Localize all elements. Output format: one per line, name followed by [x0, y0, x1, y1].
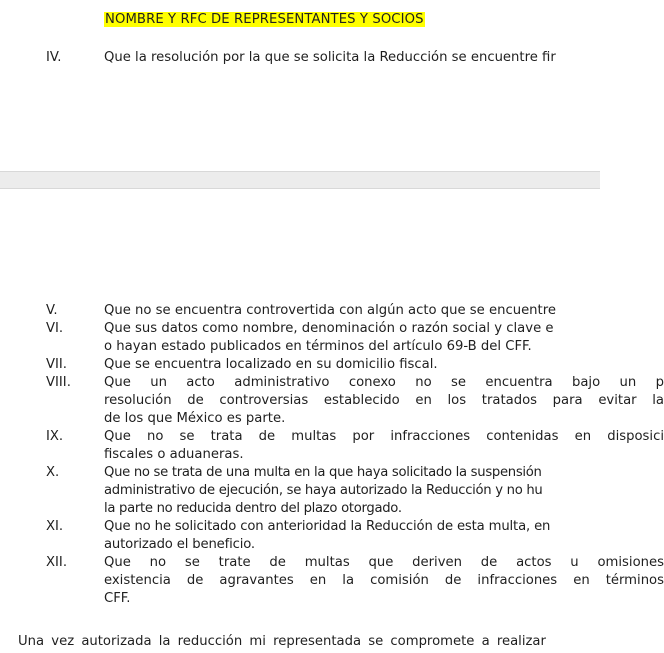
text-line: Que la resolución por la que se solicita la Reducción se encuentre fir	[104, 50, 556, 65]
list-item-text	[104, 518, 664, 554]
list-numeral: VII.	[46, 357, 67, 372]
text-line: administrativo de ejecución, se haya autorizado la Reducción y no hu	[104, 483, 543, 498]
list-numeral: IX.	[46, 429, 64, 444]
text-line: Que se encuentra localizado en su domicilio fiscal.	[104, 357, 438, 372]
text-line: existencia de agravantes en la comisión de infracciones en términos	[104, 573, 664, 588]
list-item-text	[104, 554, 664, 608]
list-item-text	[104, 464, 664, 518]
list-numeral: XII.	[46, 555, 68, 570]
text-line: de los que México es parte.	[104, 411, 286, 426]
text-line: Que no se trate de multas que deriven de actos u omisiones	[104, 555, 664, 570]
list-item-text	[104, 302, 664, 320]
list-numeral: VIII.	[46, 375, 71, 390]
list-item-text	[104, 428, 664, 464]
section-heading	[104, 11, 425, 29]
text-line: fiscales o aduaneras.	[104, 447, 244, 462]
text-line: Que sus datos como nombre, denominación o razón social y clave e	[104, 321, 554, 336]
list-item-text	[104, 320, 664, 356]
text-line: o hayan estado publicados en términos del artículo 69-B del CFF.	[104, 339, 532, 354]
list-item-text	[104, 374, 664, 428]
list-item-text	[104, 356, 664, 374]
list-numeral: V.	[46, 303, 58, 318]
text-line: la parte no reducida dentro del plazo otorgado.	[104, 501, 402, 516]
text-line: Que no he solicitado con anterioridad la Reducción de esta multa, en	[104, 519, 551, 534]
text-line: Que no se trata de una multa en la que haya solicitado la suspensión	[104, 465, 542, 480]
document-page-top	[0, 0, 600, 171]
page-break	[0, 171, 600, 189]
text-line: Que no se encuentra controvertida con algún acto que se encuentre	[104, 303, 556, 318]
highlighted-heading-text: NOMBRE Y RFC DE REPRESENTANTES Y SOCIOS	[105, 12, 424, 27]
text-line: Que un acto administrativo conexo no se encuentra bajo un p	[104, 375, 664, 390]
text-line: Que no se trata de multas por infracciones contenidas en disposici	[104, 429, 664, 444]
text-line: autorizado el beneficio.	[104, 537, 255, 552]
text-line: resolución de controversias establecido en los tratados para evitar la	[104, 393, 664, 408]
list-numeral: IV.	[46, 50, 62, 65]
list-numeral: X.	[46, 465, 60, 480]
text-line: CFF.	[104, 591, 131, 606]
list-numeral: VI.	[46, 321, 64, 336]
list-numeral: XI.	[46, 519, 64, 534]
list-item-text	[104, 49, 664, 67]
closing-paragraph: Una vez autorizada la reducción mi representada se compromete a realizar	[18, 634, 546, 649]
